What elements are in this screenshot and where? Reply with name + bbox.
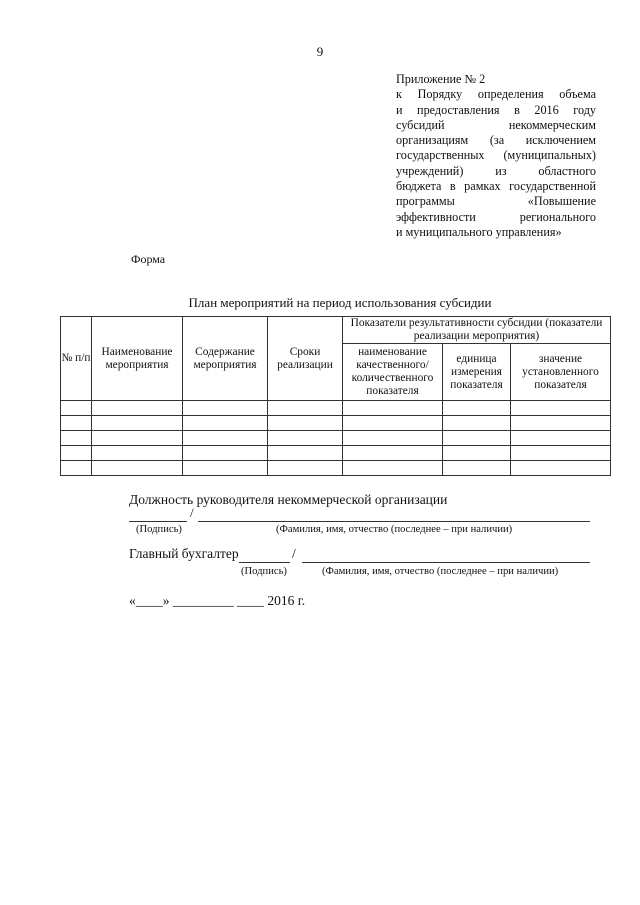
appendix-line: программы «Повышение	[396, 194, 596, 209]
table-cell	[443, 416, 511, 431]
table-cell	[92, 461, 183, 476]
accountant-signature-caption: (Подпись)	[241, 566, 287, 577]
page-number: 9	[316, 44, 324, 59]
table-row	[61, 416, 611, 431]
accountant-fio-caption: (Фамилия, имя, отчество (последнее – при наличии)	[322, 566, 559, 577]
table-row	[61, 446, 611, 461]
chief-accountant-label: Главный бухгалтер	[129, 546, 239, 561]
table-cell	[268, 446, 343, 461]
table-cell	[511, 446, 611, 461]
table-cell	[268, 416, 343, 431]
appendix-line: к Порядку определения объема	[396, 87, 596, 102]
table-cell	[443, 401, 511, 416]
table-cell	[443, 431, 511, 446]
accountant-slash: /	[292, 546, 296, 561]
header-name: Наименование мероприятия	[92, 317, 183, 401]
header-indicators-group: Показатели результативности субсидии (показатели реализации мероприятия)	[343, 317, 611, 344]
date-line[interactable]: «____» _________ ____ 2016 г.	[129, 593, 306, 608]
appendix-line: эффективности регионального	[396, 209, 596, 224]
table-cell	[92, 401, 183, 416]
table-cell	[511, 431, 611, 446]
appendix-line: бюджета в рамках государственной	[396, 179, 596, 194]
appendix-line: и предоставления в 2016 году	[396, 102, 596, 117]
table-cell	[183, 416, 268, 431]
table-cell	[268, 431, 343, 446]
form-label: Форма	[131, 252, 166, 266]
appendix-line: Приложение № 2	[396, 72, 486, 86]
table-cell	[92, 416, 183, 431]
appendix-line: и муниципального управления»	[396, 224, 562, 239]
table-cell	[183, 401, 268, 416]
table-cell	[61, 461, 92, 476]
table-row	[61, 431, 611, 446]
table-cell	[511, 416, 611, 431]
header-terms: Сроки реализации	[268, 317, 343, 401]
table-cell	[268, 461, 343, 476]
header-content: Содержание мероприятия	[183, 317, 268, 401]
signature-slash: /	[190, 505, 194, 520]
table-cell	[61, 446, 92, 461]
appendix-line: организациям (за исключением	[396, 133, 596, 148]
plan-title: План мероприятий на период использования субсидии	[188, 295, 492, 310]
header-indicator-unit: единица измерения показателя	[443, 344, 511, 401]
appendix-block	[396, 72, 596, 240]
table-cell	[61, 431, 92, 446]
table-cell	[183, 431, 268, 446]
header-indicator-value: значение установленного показателя	[511, 344, 611, 401]
header-indicator-name: наименование качественного/ количественного показателя	[343, 344, 443, 401]
head-position-title: Должность руководителя некоммерческой организации	[129, 492, 448, 507]
signature-line[interactable]	[129, 509, 187, 522]
table-cell	[61, 401, 92, 416]
table-cell	[443, 446, 511, 461]
table-cell	[343, 431, 443, 446]
table-cell	[61, 416, 92, 431]
table-cell	[511, 401, 611, 416]
fio-line[interactable]	[198, 509, 590, 522]
table-cell	[443, 461, 511, 476]
appendix-line: субсидий некоммерческим	[396, 117, 596, 132]
table-cell	[511, 461, 611, 476]
fio-caption: (Фамилия, имя, отчество (последнее – при наличии)	[276, 524, 513, 535]
plan-table	[60, 316, 611, 476]
appendix-line: учреждений) из областного	[396, 163, 596, 178]
header-number: № п/п	[61, 317, 92, 401]
table-cell	[343, 446, 443, 461]
table-cell	[268, 401, 343, 416]
table-cell	[92, 431, 183, 446]
table-cell	[92, 446, 183, 461]
signature-caption: (Подпись)	[136, 524, 182, 535]
table-cell	[183, 461, 268, 476]
appendix-line: государственных (муниципальных)	[396, 148, 596, 163]
table-cell	[343, 401, 443, 416]
table-cell	[343, 416, 443, 431]
table-cell	[343, 461, 443, 476]
table-cell	[183, 446, 268, 461]
accountant-signature-line[interactable]	[239, 550, 290, 563]
table-row	[61, 461, 611, 476]
accountant-fio-line[interactable]	[302, 550, 590, 563]
table-row	[61, 401, 611, 416]
